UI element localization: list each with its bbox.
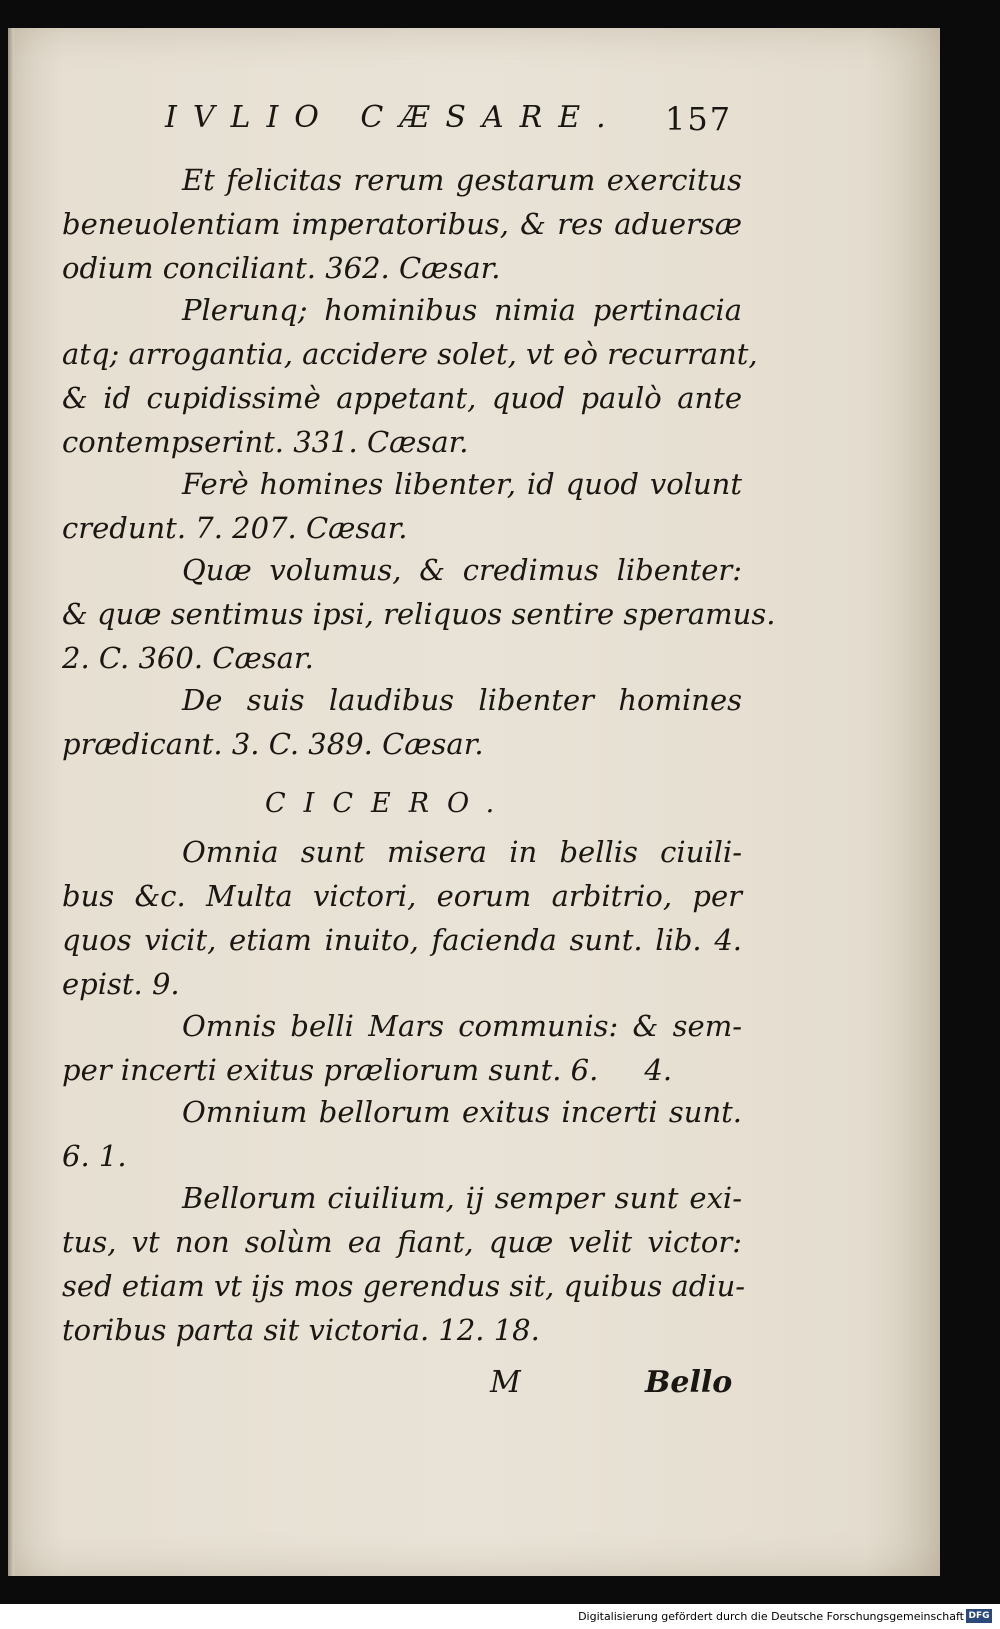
paragraph-line: prædicant. 3. C. 389. Cæsar. (62, 727, 484, 761)
paragraph-9 (62, 1176, 746, 1352)
paragraph-line: & id cupidissimè appetant, quod paulò ante (62, 381, 742, 415)
paragraph-line: credunt. 7. 207. Cæsar. (62, 511, 408, 545)
paragraph-line: atq; arrogantia, accidere solet, vt eò recurrant, (62, 337, 758, 371)
paragraph-line: Bellorum ciuilium, ij semper sunt exi- (182, 1181, 742, 1215)
catchword: Bello (645, 1365, 733, 1400)
running-title: IVLIO CÆSARE. (165, 100, 622, 135)
paragraph-line: & quæ sentimus ipsi, reliquos sentire speramus. (62, 597, 776, 631)
paragraph-line: odium conciliant. 362. Cæsar. (62, 251, 501, 285)
paragraph-line: Plerunq; hominibus nimia pertinacia (182, 293, 742, 327)
paragraph-line: Omnis belli Mars communis: & sem- (182, 1009, 742, 1043)
paragraph-line: Omnium bellorum exitus incerti sunt. (182, 1095, 742, 1129)
paragraph-line: Et felicitas rerum gestarum exercitus (182, 163, 742, 197)
paragraph-1 (62, 158, 742, 290)
paragraph-7 (62, 1004, 742, 1092)
paragraph-line: quos vicit, etiam inuito, facienda sunt. lib. 4. (62, 923, 742, 957)
page-spine-shadow (8, 28, 14, 1576)
paragraph-line: Quæ volumus, & credimus libenter: (182, 553, 742, 587)
paragraph-line: epist. 9. (62, 967, 180, 1001)
paragraph-5 (62, 678, 742, 766)
paragraph-line: bus &c. Multa victori, eorum arbitrio, per (62, 879, 742, 913)
page-number: 157 (665, 100, 733, 138)
paragraph-line: toribus parta sit victoria. 12. 18. (62, 1313, 540, 1347)
section-heading: CICERO. (265, 788, 513, 819)
paragraph-line: per incerti exitus præliorum sunt. 6. 4. (62, 1053, 673, 1087)
dfg-logo-icon: DFG (966, 1609, 992, 1623)
paragraph-line: De suis laudibus libenter homines (182, 683, 742, 717)
paragraph-line: tus, vt non solùm ea fiant, quæ velit victor: (62, 1225, 742, 1259)
paragraph-line: contempserint. 331. Cæsar. (62, 425, 469, 459)
paragraph-line: beneuolentiam imperatoribus, & res aduersæ (62, 207, 742, 241)
paragraph-3 (62, 462, 742, 550)
paragraph-line: Omnia sunt misera in bellis ciuili- (182, 835, 742, 869)
footer-credit: Digitalisierung gefördert durch die Deutsche Forschungsgemeinschaft (578, 1610, 964, 1623)
paragraph-2 (62, 288, 758, 464)
signature-mark: M (490, 1365, 521, 1400)
paragraph-8 (62, 1090, 742, 1178)
paragraph-line: sed etiam vt ijs mos gerendus sit, quibus adiu- (62, 1269, 746, 1303)
paragraph-6 (62, 830, 742, 1006)
paragraph-line: 2. C. 360. Cæsar. (62, 641, 314, 675)
paragraph-line: Ferè homines libenter, id quod volunt (182, 467, 742, 501)
paragraph-4 (62, 548, 776, 680)
paragraph-line: 6. 1. (62, 1139, 127, 1173)
